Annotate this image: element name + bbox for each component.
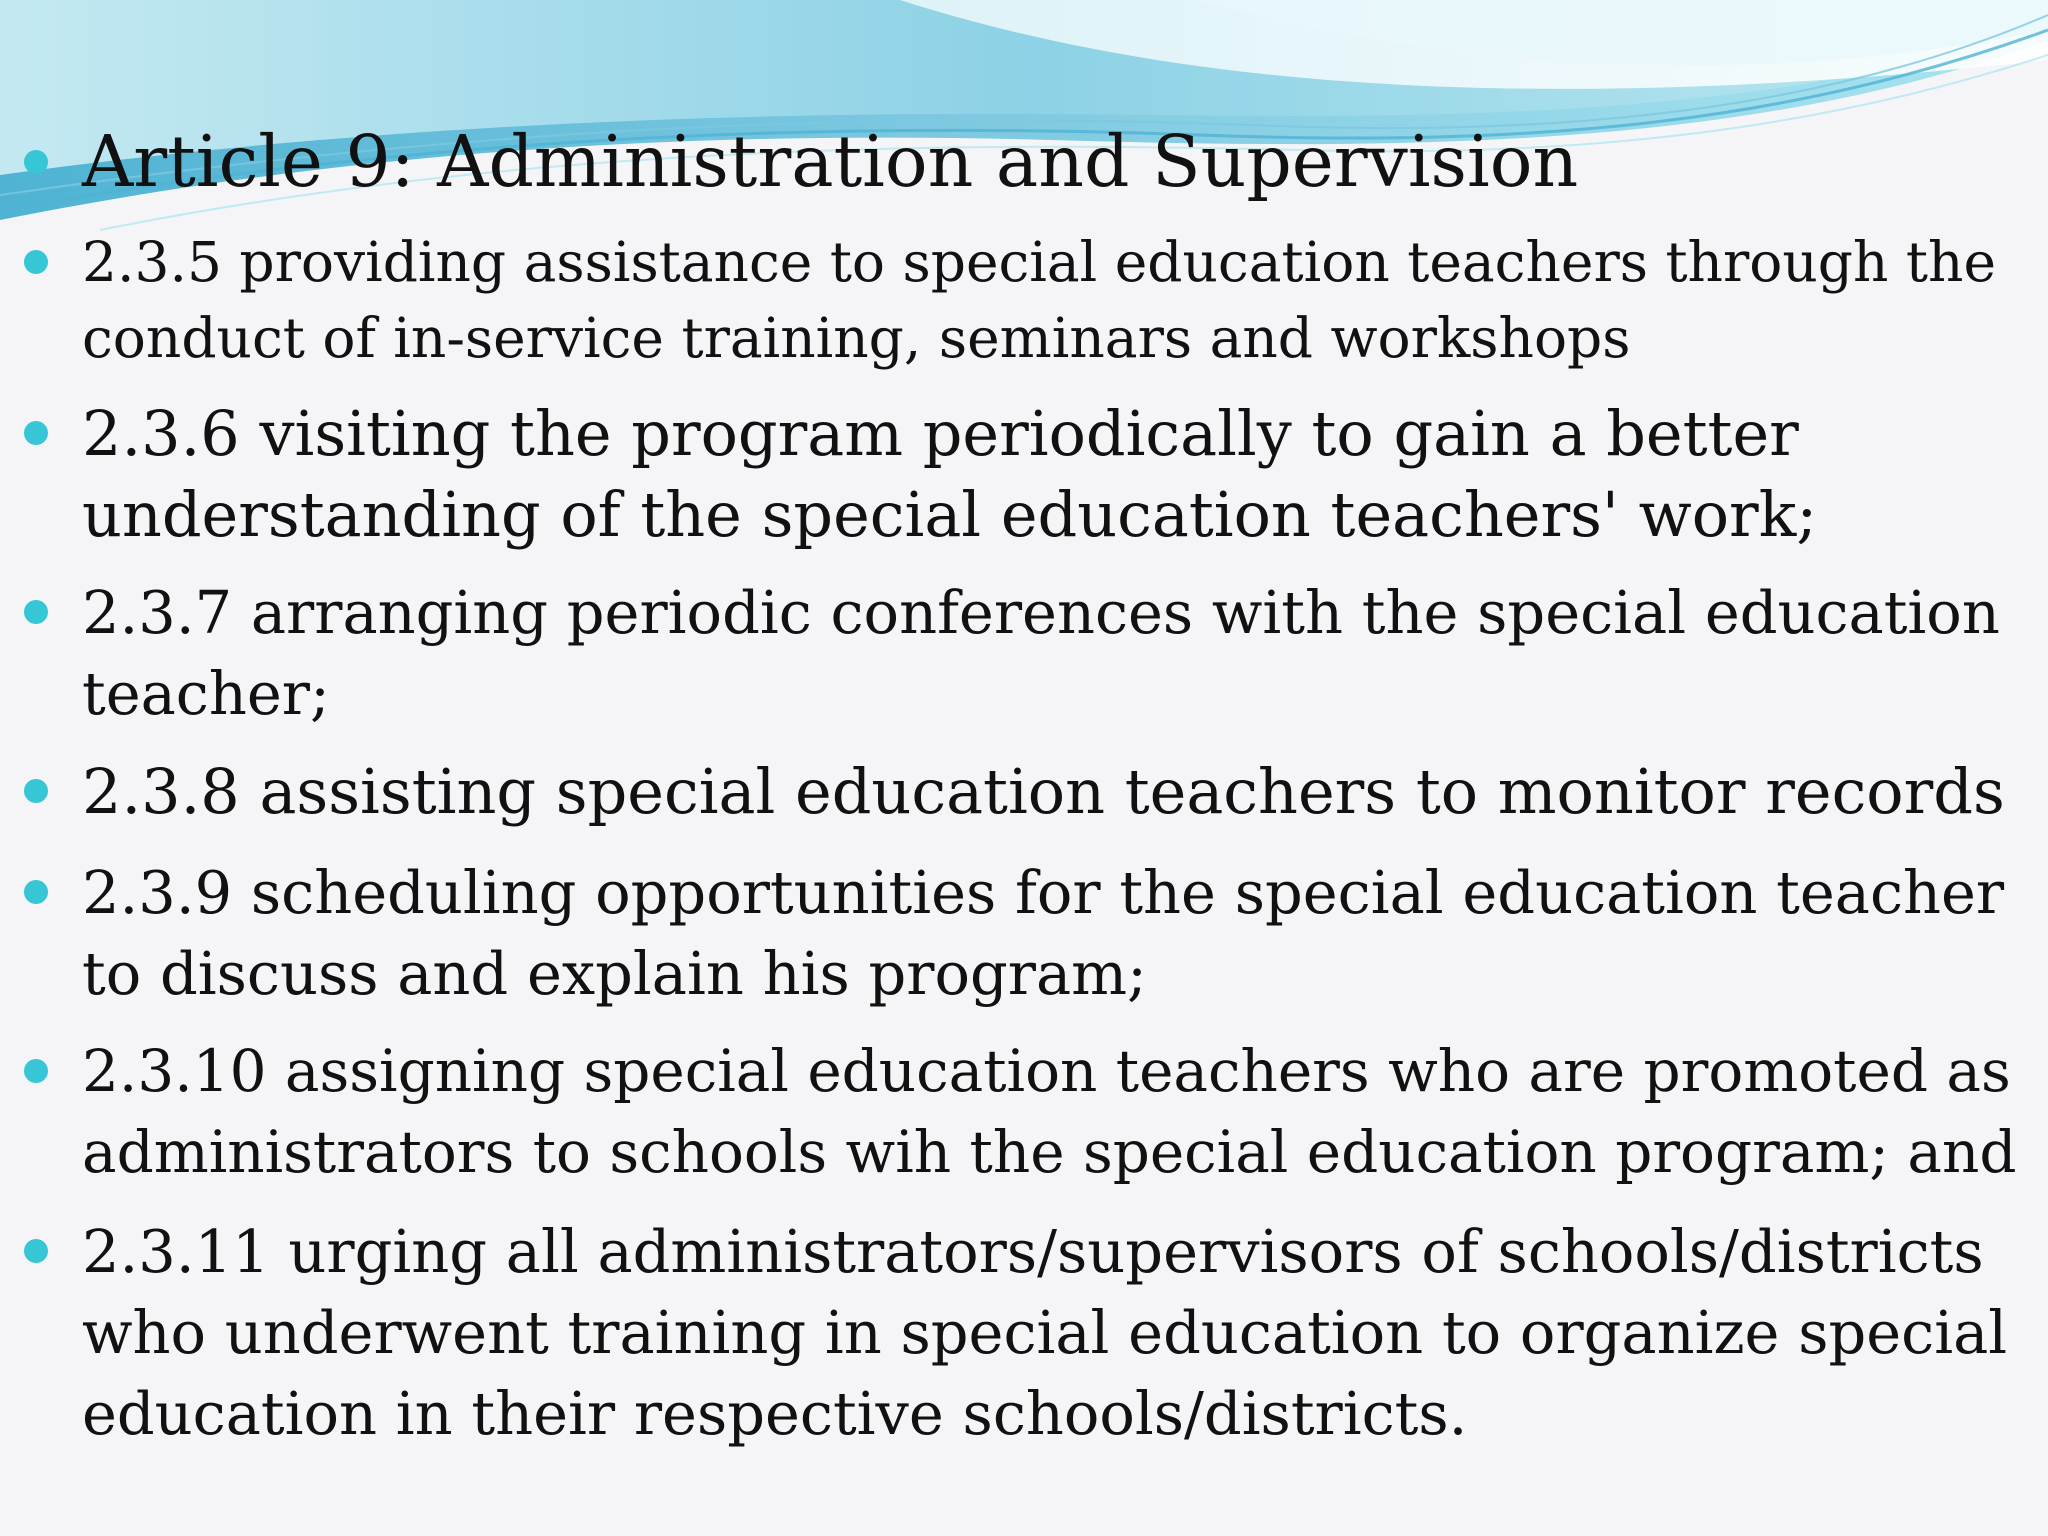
item-line: 2.3.9 scheduling opportunities for the special education teacher <box>82 858 2005 927</box>
list-item-text <box>82 393 2012 555</box>
list-item-text <box>82 852 2012 1014</box>
item-line: teacher; <box>82 659 330 728</box>
item-line: 2.3.10 assigning special education teachers who are promoted as <box>82 1037 2011 1105</box>
bullet-dot-icon <box>24 779 48 803</box>
list-item-text <box>82 1211 2012 1454</box>
slide-title <box>82 122 2012 202</box>
bullet-dot-icon <box>24 1059 48 1083</box>
item-line: 2.3.11 urging all administrators/supervisors of schools/districts <box>82 1217 1984 1286</box>
item-line: conduct of in-service training, seminars and workshops <box>82 306 1631 370</box>
item-line: administrators to schools wih the special education program; and <box>82 1118 2017 1186</box>
item-line: 2.3.7 arranging periodic conferences with the special education <box>82 578 2000 647</box>
item-line: who underwent training in special education to organize special <box>82 1298 2008 1367</box>
bullet-dot-icon <box>24 600 48 624</box>
list-item-text <box>82 1031 2017 1193</box>
item-line: 2.3.8 assisting special education teachers to monitor records <box>82 755 2005 828</box>
list-item-text <box>82 751 2012 832</box>
bullet-dot-icon <box>24 250 48 274</box>
list-item-text <box>82 572 2012 734</box>
item-line: understanding of the special education teachers' work; <box>82 478 1818 551</box>
item-line: to discuss and explain his program; <box>82 939 1147 1008</box>
bullet-dot-icon <box>24 1239 48 1263</box>
title-text: Article 9: Administration and Supervision <box>82 120 1579 203</box>
bullet-dot-icon <box>24 150 48 174</box>
item-line: education in their respective schools/districts. <box>82 1379 1468 1448</box>
list-item-text <box>82 224 2012 376</box>
bullet-dot-icon <box>24 880 48 904</box>
bullet-dot-icon <box>24 421 48 445</box>
item-line: 2.3.6 visiting the program periodically to gain a better <box>82 397 1799 470</box>
item-line: 2.3.5 providing assistance to special education teachers through the <box>82 230 1996 294</box>
